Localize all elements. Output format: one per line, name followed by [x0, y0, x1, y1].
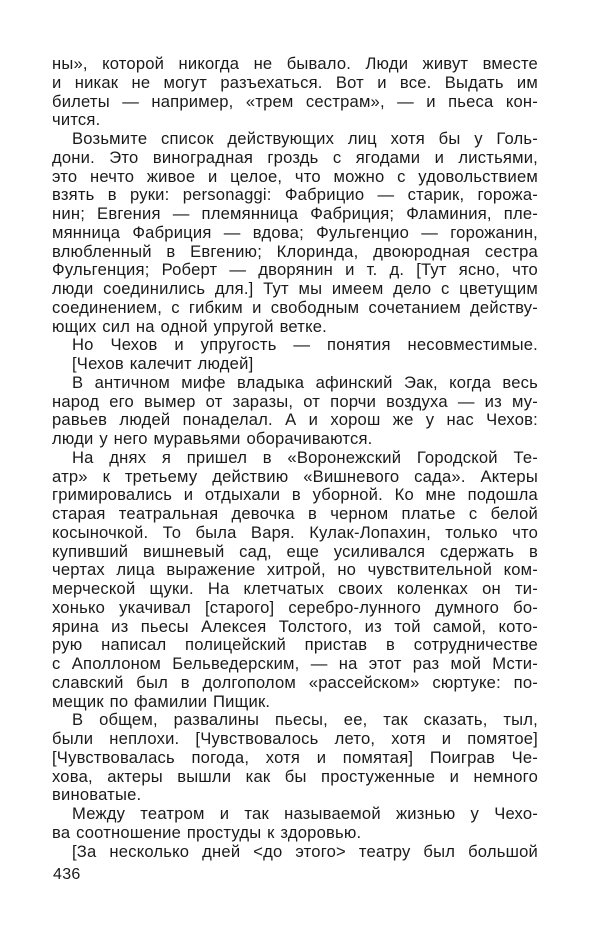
text-line: Между театром и так называемой жизнью у Чехо-: [72, 804, 538, 823]
text-line: чится.: [52, 110, 101, 130]
text-line: хонько укачивал [старого] серебро-лунного думного бо-: [52, 597, 538, 617]
text-line: люди соединились для.] Тут мы имеем дело с цветущим: [52, 279, 538, 298]
text-line: билеты — например, «трем сестрам», — и пьеса кон-: [52, 91, 538, 111]
text-line: влюбленный в Евгению; Клоринда, двоюродная сестра: [52, 241, 538, 261]
text-line: равьев людей понаделал. А и хорош же у нас Чехов:: [52, 410, 538, 430]
text-line: атр» к третьему действию «Вишневого сада». Актеры: [52, 466, 538, 486]
text-line: На днях я пришел в «Воронежский Городской Те-: [72, 447, 538, 467]
text-line: косыночкой. То была Варя. Кулак-Лопахин, только что: [52, 522, 538, 542]
text-line: мещик по фамилии Пищик.: [52, 691, 271, 711]
text-line: ярина из пьесы Алексея Толстого, из той самой, кото-: [52, 616, 538, 636]
text-line: ва соотношение простуды к здоровью.: [52, 822, 362, 842]
text-line: мерческой щуки. На клетчатых своих коленках он ти-: [52, 579, 538, 598]
text-line: В античном мифе владыка афинский Эак, когда весь: [72, 372, 538, 392]
text-line: Возьмите список действующих лиц хотя бы у Голь-: [72, 129, 538, 148]
text-line: Но Чехов и упругость — понятия несовместимые.: [72, 335, 538, 355]
text-line: [За несколько дней <до этого> театру был большой: [72, 841, 538, 861]
text-line: мянница Фабриция — вдова; Фульгенцио — горожанин,: [52, 222, 538, 242]
text-line: Фульгенция; Роберт — дворянин и т. д. [Тут ясно, что: [52, 260, 538, 280]
text-line: соединением, с гибким и свободным сочетанием действу-: [52, 297, 538, 317]
text-line: это нечто живое и целое, что можно с удовольствием: [52, 166, 538, 186]
text-line: В общем, развалины пьесы, ее, так сказать, тыл,: [72, 710, 538, 730]
text-line: люди у него муравьями оборачиваются.: [52, 429, 373, 448]
page-number: 436: [53, 866, 81, 883]
page-body-text: [52, 55, 538, 861]
text-line: с Аполлоном Бельведерским, — на этот раз мой Мсти-: [52, 654, 538, 673]
text-line: ны», которой никогда не бывало. Люди живут вместе: [52, 54, 538, 73]
text-line: купивший вишневый сад, еще усиливался сдержать в: [52, 541, 538, 561]
text-line: взять в руки: personaggi: Фабрицио — старик, горожа-: [52, 185, 538, 205]
text-line: гримировались и отдыхали в уборной. Ко мне подошла: [52, 485, 538, 505]
text-line: старая театральная девочка в черном платье с белой: [52, 504, 538, 523]
text-line: ющих сил на одной упругой ветке.: [52, 316, 327, 336]
text-line: [Чувствовалась погода, хотя и помятая] Поиграв Че-: [52, 747, 538, 767]
text-line: [Чехов калечит людей]: [72, 354, 254, 373]
text-line: нин; Евгения — племянница Фабриция; Фламиния, пле-: [52, 204, 538, 223]
text-line: и никак не могут разъехаться. Вот и все. Выдать им: [52, 72, 538, 92]
text-line: чертах лица выражение хитрой, но чувствительной ком-: [52, 560, 538, 580]
text-line: виноватые.: [52, 785, 142, 805]
text-line: славский был в долгополом «рассейском» сюртуке: по-: [52, 672, 538, 692]
text-line: хова, актеры вышли как бы простуженные и немного: [52, 766, 538, 786]
text-line: были неплохи. [Чувствовалось лето, хотя и помятое]: [52, 729, 538, 748]
text-line: рую написал полицейский пристав в сотрудничестве: [52, 635, 538, 655]
text-line: дони. Это виноградная гроздь с ягодами и листьями,: [52, 147, 538, 167]
text-line: народ его вымер от заразы, от порчи воздуха — из му-: [52, 391, 538, 411]
